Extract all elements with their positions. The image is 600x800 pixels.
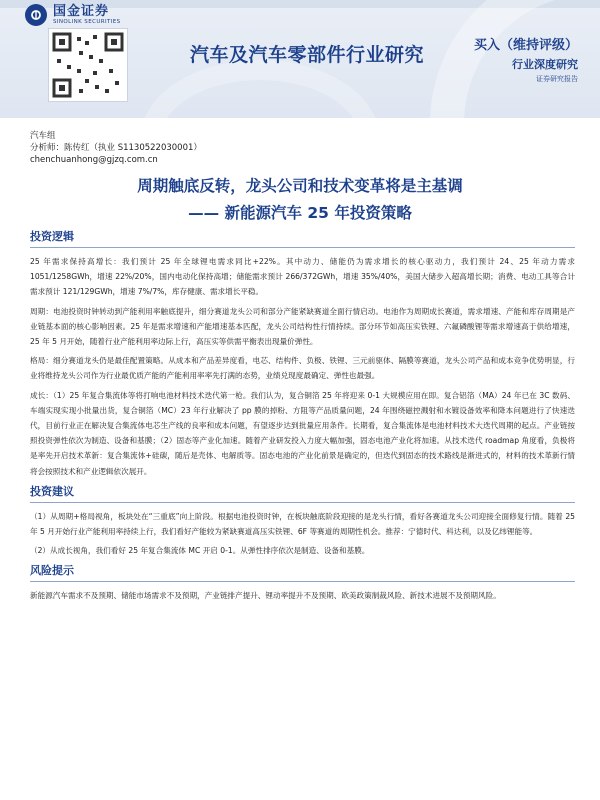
qr-code-icon (48, 28, 128, 102)
section-heading-logic: 投资逻辑 (30, 228, 575, 248)
analyst-team: 汽车组 (30, 131, 56, 141)
rating-label: 买入（维持评级） (473, 38, 578, 53)
report-header-banner (0, 0, 600, 118)
logo-text-en: SINOLINK SECURITIES (53, 18, 121, 25)
logo-text-cn: 国金证券 (53, 3, 110, 19)
logic-paragraph: 25 年需求保持高增长：我们预计 25 年全球锂电需求同比+22%。其中动力、储能仍为需求增长的核心驱动力，我们预计 24、25 年动力需求 1051/1258GWh，增速 22%/20%，国内电动化保持高增；储能需求预计 266/372GWh，增速 35%/40%，美国大储步入超高增长期；消费、电动工具等合计需求预计 121/129GWh，增速 7%/7%，库存健康、需求增长平稳。 (30, 257, 575, 297)
risk-paragraph: 新能源汽车需求不及预期、储能市场需求不及预期，产业链排产提升、锂动率提升不及预期、欧美政策制裁风险、新技术进展不及预期风险。 (30, 591, 501, 601)
report-type-label: 行业深度研究 (512, 58, 578, 71)
analyst-email: chenchuanhong@gjzq.com.cn (30, 155, 158, 165)
section-heading-risk: 风险提示 (30, 562, 575, 582)
report-main-title: 周期触底反转，龙头公司和技术变革将是主基调 (137, 177, 463, 195)
report-title: 汽车及汽车零部件行业研究 (190, 44, 425, 66)
report-body (30, 228, 575, 608)
report-subtype-label: 证券研究报告 (536, 75, 578, 83)
logo-mark-icon (25, 4, 47, 26)
advice-paragraph: （1）从周期+格局视角，板块处在“三重底”向上阶段。根据电池投资时钟，在板块触底阶段迎接的是龙头行情，看好各赛道龙头公司迎接全面修复行情。随着 25 年 5 月开始行业产能利用率持续上行，我们看好产能较为紧缺赛道高压实铁锂、6F 等赛道的周期性机会。推荐：宁德时代、科达利，以及亿纬锂能等。 (30, 511, 575, 537)
company-logo (25, 4, 121, 26)
header-watermark-ring-2 (140, 60, 380, 118)
logic-paragraph: 周期：电池投资时钟转动到产能利用率触底提升，细分赛道龙头公司和部分产能紧缺赛道全面行情启动。电池作为周期成长赛道，需求增速、产能和库存周期是产业链基本面的核心影响因素。25 年是需求增速和产能增速基本匹配，龙头公司结构性行情持续。部分环节如高压实铁锂、六氟磷酸锂等需求增速高于供给增速，25 年 5 月开始，随着行业产能利用率边际上行，高压实等供需平衡表出现量价弹性。 (30, 306, 575, 347)
analyst-info (30, 130, 202, 166)
logic-paragraph: 成长：（1）25 年复合集流体等将打响电池材料技术迭代第一枪。我们认为，复合铜箔 25 年将迎来 0-1 大规模应用在即。复合铝箔（MA）24 年已在 3C 数码、车端实现实现小批量出货，复合铜箔（MC）23 年行业解决了 pp 膜的掉粉、方阻等产品质量问题，24 年围绕磁控溅射和水镀设备效率和降本问题进行了快速迭代，目前行业正在解决复合集流体电芯生产线的良率和成本问题，有望逐步达到批量应用条件。长期看，复合集流体是电池材料技术大迭代周期的起点。产业链按照投资弹性依次为制造、设备和基膜；（2）固态等产业化加速。随着产业研发投入力度大幅加强，固态电池产业化将加速。从技术迭代 roadmap 角度看，负极将是率先开启技术革新：复合集流体+硅碳，随后是壳体、电解质等。固态电池的产业化前景是确定的，但迭代到固态的技术路线是渐进式的，材料的技术革新行情将会按照技术和产业逻辑依次展开。 (30, 390, 575, 476)
logic-paragraph: 格局：细分赛道龙头仍是最佳配置策略。从成本和产品差异度看，电芯、结构件、负极、铁锂、三元前驱体、隔膜等赛道，龙头公司产品和成本竞争优势明显，行业将维持龙头公司作为行业最优质产能的产能利用率率先打满的态势，业绩兑现度最确定、弹性也最强。 (30, 356, 575, 381)
advice-paragraph: （2）从成长视角，我们看好 25 年复合集流体 MC 开启 0-1。从弹性排序依次是制造、设备和基膜。 (30, 546, 370, 556)
report-sub-title: —— 新能源汽车 25 年投资策略 (188, 204, 412, 222)
analyst-name: 分析师：陈传红（执业 S1130522030001） (30, 143, 202, 153)
section-heading-advice: 投资建议 (30, 483, 575, 503)
